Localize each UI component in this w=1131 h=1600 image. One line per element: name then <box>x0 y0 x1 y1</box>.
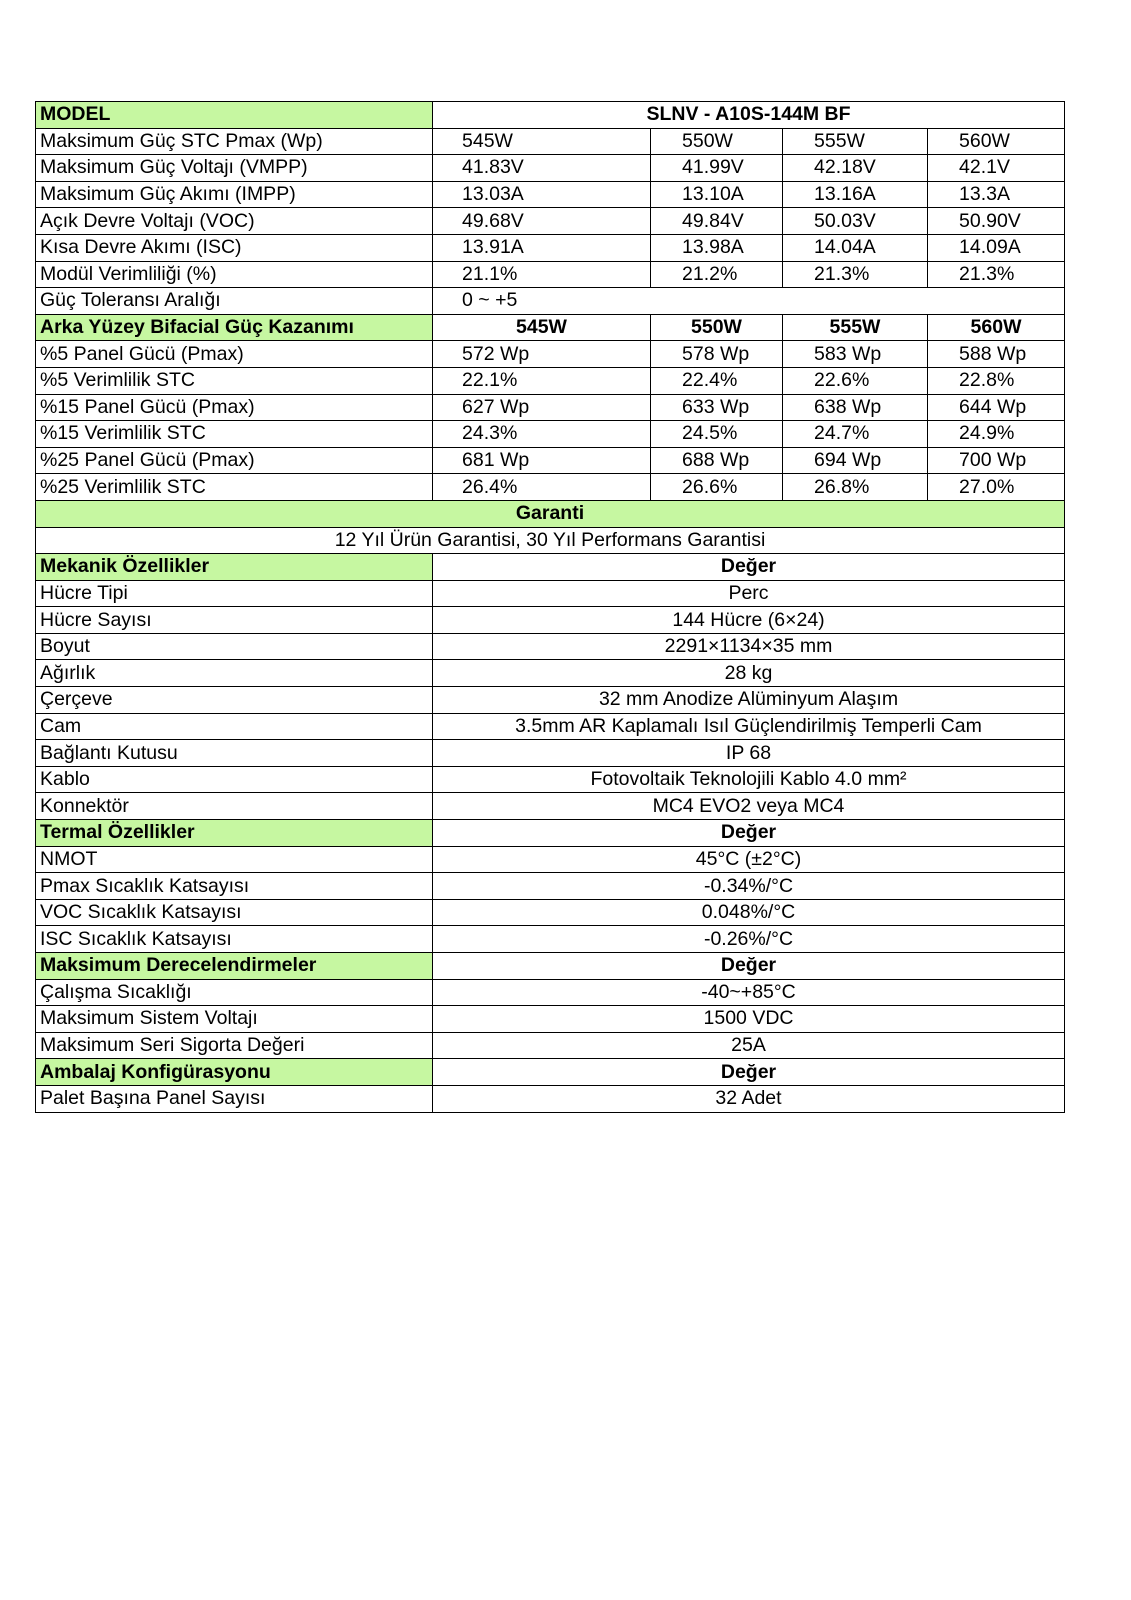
row-label: NMOT <box>36 846 433 873</box>
electrical-row <box>36 181 1065 208</box>
section-header: Maksimum Derecelendirmeler <box>36 953 433 980</box>
row-value: -0.34%/°C <box>433 873 1065 900</box>
section-row <box>36 1085 1065 1112</box>
row-value: 21.1% <box>433 261 651 288</box>
row-label: Kısa Devre Akımı (ISC) <box>36 234 433 261</box>
section-header: Ambalaj Konfigürasyonu <box>36 1059 433 1086</box>
section-row <box>36 873 1065 900</box>
electrical-row <box>36 234 1065 261</box>
section-header: Termal Özellikler <box>36 820 433 847</box>
bifacial-row <box>36 474 1065 501</box>
row-label: VOC Sıcaklık Katsayısı <box>36 899 433 926</box>
row-label: Maksimum Güç STC Pmax (Wp) <box>36 128 433 155</box>
section-header-row <box>36 820 1065 847</box>
electrical-row <box>36 155 1065 182</box>
row-value: 3.5mm AR Kaplamalı Isıl Güçlendirilmiş Temperli Cam <box>433 713 1065 740</box>
row-label: Hücre Sayısı <box>36 607 433 634</box>
row-value: 21.3% <box>783 261 928 288</box>
section-row <box>36 1006 1065 1033</box>
row-label: Kablo <box>36 766 433 793</box>
warranty-text: 12 Yıl Ürün Garantisi, 30 Yıl Performans Garantisi <box>36 527 1065 554</box>
row-value: 2291×1134×35 mm <box>433 633 1065 660</box>
row-value: Perc <box>433 580 1065 607</box>
row-value: 45°C (±2°C) <box>433 846 1065 873</box>
section-row <box>36 713 1065 740</box>
bifacial-row <box>36 447 1065 474</box>
row-value: 578 Wp <box>651 341 783 368</box>
row-value: 688 Wp <box>651 447 783 474</box>
row-value: 24.9% <box>928 421 1065 448</box>
row-value: 27.0% <box>928 474 1065 501</box>
section-row <box>36 740 1065 767</box>
row-value: 694 Wp <box>783 447 928 474</box>
warranty-row <box>36 527 1065 554</box>
bifacial-header-row <box>36 314 1065 341</box>
row-value: 572 Wp <box>433 341 651 368</box>
row-label: Boyut <box>36 633 433 660</box>
warranty-header-row <box>36 500 1065 527</box>
row-value: 13.98A <box>651 234 783 261</box>
row-label: Hücre Tipi <box>36 580 433 607</box>
warranty-header: Garanti <box>36 500 1065 527</box>
row-label: Çerçeve <box>36 687 433 714</box>
row-value: 49.84V <box>651 208 783 235</box>
row-value: 42.18V <box>783 155 928 182</box>
row-value: 560W <box>928 128 1065 155</box>
section-row <box>36 660 1065 687</box>
bifacial-row <box>36 394 1065 421</box>
row-value: 24.5% <box>651 421 783 448</box>
row-value: 28 kg <box>433 660 1065 687</box>
section-row <box>36 687 1065 714</box>
row-value: 50.90V <box>928 208 1065 235</box>
model-value: SLNV - A10S-144M BF <box>433 102 1065 129</box>
row-value: 41.83V <box>433 155 651 182</box>
row-value: 0.048%/°C <box>433 899 1065 926</box>
bifacial-column-header: 560W <box>928 314 1065 341</box>
section-header-row <box>36 1059 1065 1086</box>
row-value: 26.6% <box>651 474 783 501</box>
row-value: 588 Wp <box>928 341 1065 368</box>
row-value: 555W <box>783 128 928 155</box>
row-label: Bağlantı Kutusu <box>36 740 433 767</box>
row-value: 13.3A <box>928 181 1065 208</box>
row-value: 681 Wp <box>433 447 651 474</box>
row-label: Maksimum Sistem Voltajı <box>36 1006 433 1033</box>
section-value-header: Değer <box>433 953 1065 980</box>
row-value: 32 Adet <box>433 1085 1065 1112</box>
row-value: 583 Wp <box>783 341 928 368</box>
section-value-header: Değer <box>433 820 1065 847</box>
row-value: 644 Wp <box>928 394 1065 421</box>
row-label: Çalışma Sıcaklığı <box>36 979 433 1006</box>
row-value: 24.3% <box>433 421 651 448</box>
row-value: 22.1% <box>433 367 651 394</box>
row-value: -0.26%/°C <box>433 926 1065 953</box>
row-value: 22.8% <box>928 367 1065 394</box>
row-value: 49.68V <box>433 208 651 235</box>
row-label: Güç Toleransı Aralığı <box>36 288 433 315</box>
row-value: 633 Wp <box>651 394 783 421</box>
row-label: %25 Panel Gücü (Pmax) <box>36 447 433 474</box>
row-value: 50.03V <box>783 208 928 235</box>
row-value: 13.91A <box>433 234 651 261</box>
bifacial-column-header: 550W <box>651 314 783 341</box>
spec-table <box>35 101 1065 1113</box>
bifacial-row <box>36 421 1065 448</box>
bifacial-row <box>36 367 1065 394</box>
row-value: 26.4% <box>433 474 651 501</box>
row-value: IP 68 <box>433 740 1065 767</box>
row-value: MC4 EVO2 veya MC4 <box>433 793 1065 820</box>
model-row <box>36 102 1065 129</box>
row-value: 13.16A <box>783 181 928 208</box>
section-row <box>36 899 1065 926</box>
row-value: 13.03A <box>433 181 651 208</box>
row-value: 14.09A <box>928 234 1065 261</box>
row-value: 0 ~ +5 <box>433 288 1065 315</box>
row-label: ISC Sıcaklık Katsayısı <box>36 926 433 953</box>
row-label: Modül Verimliliği (%) <box>36 261 433 288</box>
row-value: 545W <box>433 128 651 155</box>
row-value: 13.10A <box>651 181 783 208</box>
row-label: %15 Verimlilik STC <box>36 421 433 448</box>
row-label: Palet Başına Panel Sayısı <box>36 1085 433 1112</box>
section-header: Mekanik Özellikler <box>36 554 433 581</box>
section-row <box>36 607 1065 634</box>
tolerance-row <box>36 288 1065 315</box>
model-label: MODEL <box>36 102 433 129</box>
bifacial-column-header: 555W <box>783 314 928 341</box>
section-row <box>36 633 1065 660</box>
electrical-row <box>36 128 1065 155</box>
bifacial-row <box>36 341 1065 368</box>
row-value: 22.4% <box>651 367 783 394</box>
section-row <box>36 793 1065 820</box>
electrical-row <box>36 208 1065 235</box>
section-value-header: Değer <box>433 1059 1065 1086</box>
spec-table-body <box>36 102 1065 1113</box>
row-value: 41.99V <box>651 155 783 182</box>
row-label: Pmax Sıcaklık Katsayısı <box>36 873 433 900</box>
row-label: Açık Devre Voltajı (VOC) <box>36 208 433 235</box>
row-value: 14.04A <box>783 234 928 261</box>
electrical-row <box>36 261 1065 288</box>
row-value: 42.1V <box>928 155 1065 182</box>
row-value: 144 Hücre (6×24) <box>433 607 1065 634</box>
row-label: %15 Panel Gücü (Pmax) <box>36 394 433 421</box>
row-value: 700 Wp <box>928 447 1065 474</box>
row-label: Maksimum Güç Akımı (IMPP) <box>36 181 433 208</box>
bifacial-header: Arka Yüzey Bifacial Güç Kazanımı <box>36 314 433 341</box>
row-value: 24.7% <box>783 421 928 448</box>
row-label: %5 Verimlilik STC <box>36 367 433 394</box>
row-label: Ağırlık <box>36 660 433 687</box>
section-row <box>36 846 1065 873</box>
row-value: 26.8% <box>783 474 928 501</box>
row-label: Cam <box>36 713 433 740</box>
row-value: Fotovoltaik Teknolojili Kablo 4.0 mm² <box>433 766 1065 793</box>
section-row <box>36 979 1065 1006</box>
section-value-header: Değer <box>433 554 1065 581</box>
bifacial-column-header: 545W <box>433 314 651 341</box>
row-value: 638 Wp <box>783 394 928 421</box>
row-value: 550W <box>651 128 783 155</box>
row-value: 1500 VDC <box>433 1006 1065 1033</box>
row-label: Konnektör <box>36 793 433 820</box>
section-row <box>36 766 1065 793</box>
section-header-row <box>36 953 1065 980</box>
section-row <box>36 926 1065 953</box>
row-label: Maksimum Seri Sigorta Değeri <box>36 1032 433 1059</box>
row-label: %5 Panel Gücü (Pmax) <box>36 341 433 368</box>
row-value: -40~+85°C <box>433 979 1065 1006</box>
row-value: 25A <box>433 1032 1065 1059</box>
row-value: 627 Wp <box>433 394 651 421</box>
row-value: 21.3% <box>928 261 1065 288</box>
row-value: 22.6% <box>783 367 928 394</box>
section-header-row <box>36 554 1065 581</box>
section-row <box>36 1032 1065 1059</box>
row-value: 32 mm Anodize Alüminyum Alaşım <box>433 687 1065 714</box>
row-label: %25 Verimlilik STC <box>36 474 433 501</box>
row-value: 21.2% <box>651 261 783 288</box>
row-label: Maksimum Güç Voltajı (VMPP) <box>36 155 433 182</box>
section-row <box>36 580 1065 607</box>
